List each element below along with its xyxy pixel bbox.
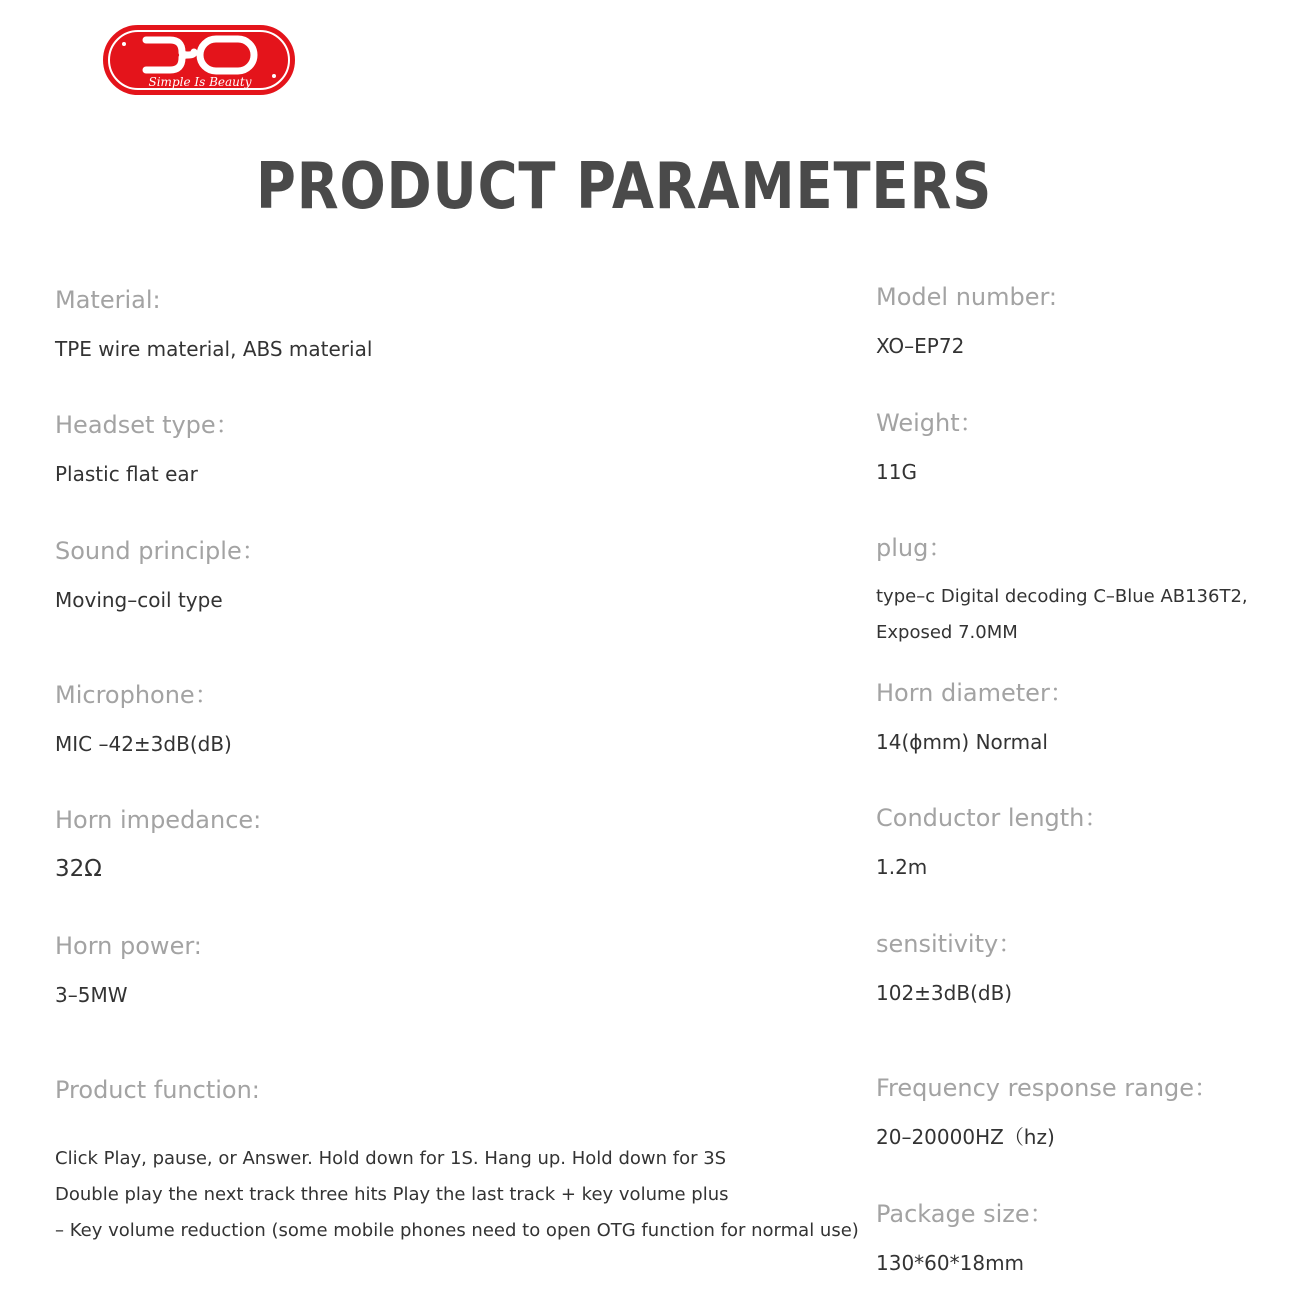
plug-line: type–c Digital decoding C–Blue AB136T2, [876,586,1248,607]
param-product-function [55,1075,859,1249]
function-line: – Key volume reduction (some mobile phones need to open OTG function for normal use) [55,1220,859,1241]
param-value: 14(ϕmm) Normal [876,730,1048,754]
param-frequency-response [876,1073,1218,1155]
param-value: 32Ω [55,856,102,882]
param-label: Product function: [55,1076,260,1104]
param-value: MIC –42±3dB(dB) [55,732,232,756]
param-label: Headset type： [55,411,240,439]
param-label: plug： [876,534,953,562]
param-horn-impedance [55,805,261,887]
param-weight [876,408,984,490]
xo-logo [102,24,296,96]
param-value: 11G [876,460,917,484]
param-material [55,285,372,367]
param-label: Sound principle： [55,537,266,565]
param-label: Microphone： [55,681,219,709]
param-value: XO–EP72 [876,334,965,358]
param-value: TPE wire material, ABS material [55,337,373,361]
param-label: Horn impedance: [55,806,262,834]
param-value: 102±3dB(dB) [876,981,1013,1005]
param-horn-diameter [876,678,1074,760]
param-horn-power [55,931,202,1013]
function-line: Double play the next track three hits Play the last track + key volume plus [55,1184,729,1205]
param-value: 1.2m [876,855,928,879]
param-label: Horn diameter： [876,679,1074,707]
param-value: Plastic flat ear [55,462,198,486]
param-label: Package size： [876,1200,1054,1228]
param-label: Model number: [876,283,1058,311]
plug-description [876,579,1248,651]
param-model-number [876,282,1057,364]
param-microphone [55,680,232,762]
function-description [55,1141,859,1249]
param-label: Weight： [876,409,984,437]
param-label: Conductor length： [876,804,1109,832]
plug-line: Exposed 7.0MM [876,622,1018,643]
param-sound-principle [55,536,266,618]
param-label: Frequency response range： [876,1074,1219,1102]
param-label: sensitivity： [876,930,1023,958]
function-line: Click Play, pause, or Answer. Hold down for 1S. Hang up. Hold down for 3S [55,1148,727,1169]
param-conductor-length [876,803,1108,885]
param-label: Material: [55,286,161,314]
logo-tagline: Simple Is Beauty [148,75,252,89]
param-plug [876,533,1248,651]
param-value: Moving–coil type [55,588,223,612]
param-value: 130*60*18mm [876,1251,1025,1275]
param-value: 20–20000HZ（hz) [876,1125,1055,1149]
param-value: 3–5MW [55,983,128,1007]
param-sensitivity [876,929,1022,1011]
param-package-size [876,1199,1054,1281]
param-headset-type [55,410,240,492]
page-title: PRODUCT PARAMETERS [256,150,993,224]
param-label: Horn power: [55,932,202,960]
